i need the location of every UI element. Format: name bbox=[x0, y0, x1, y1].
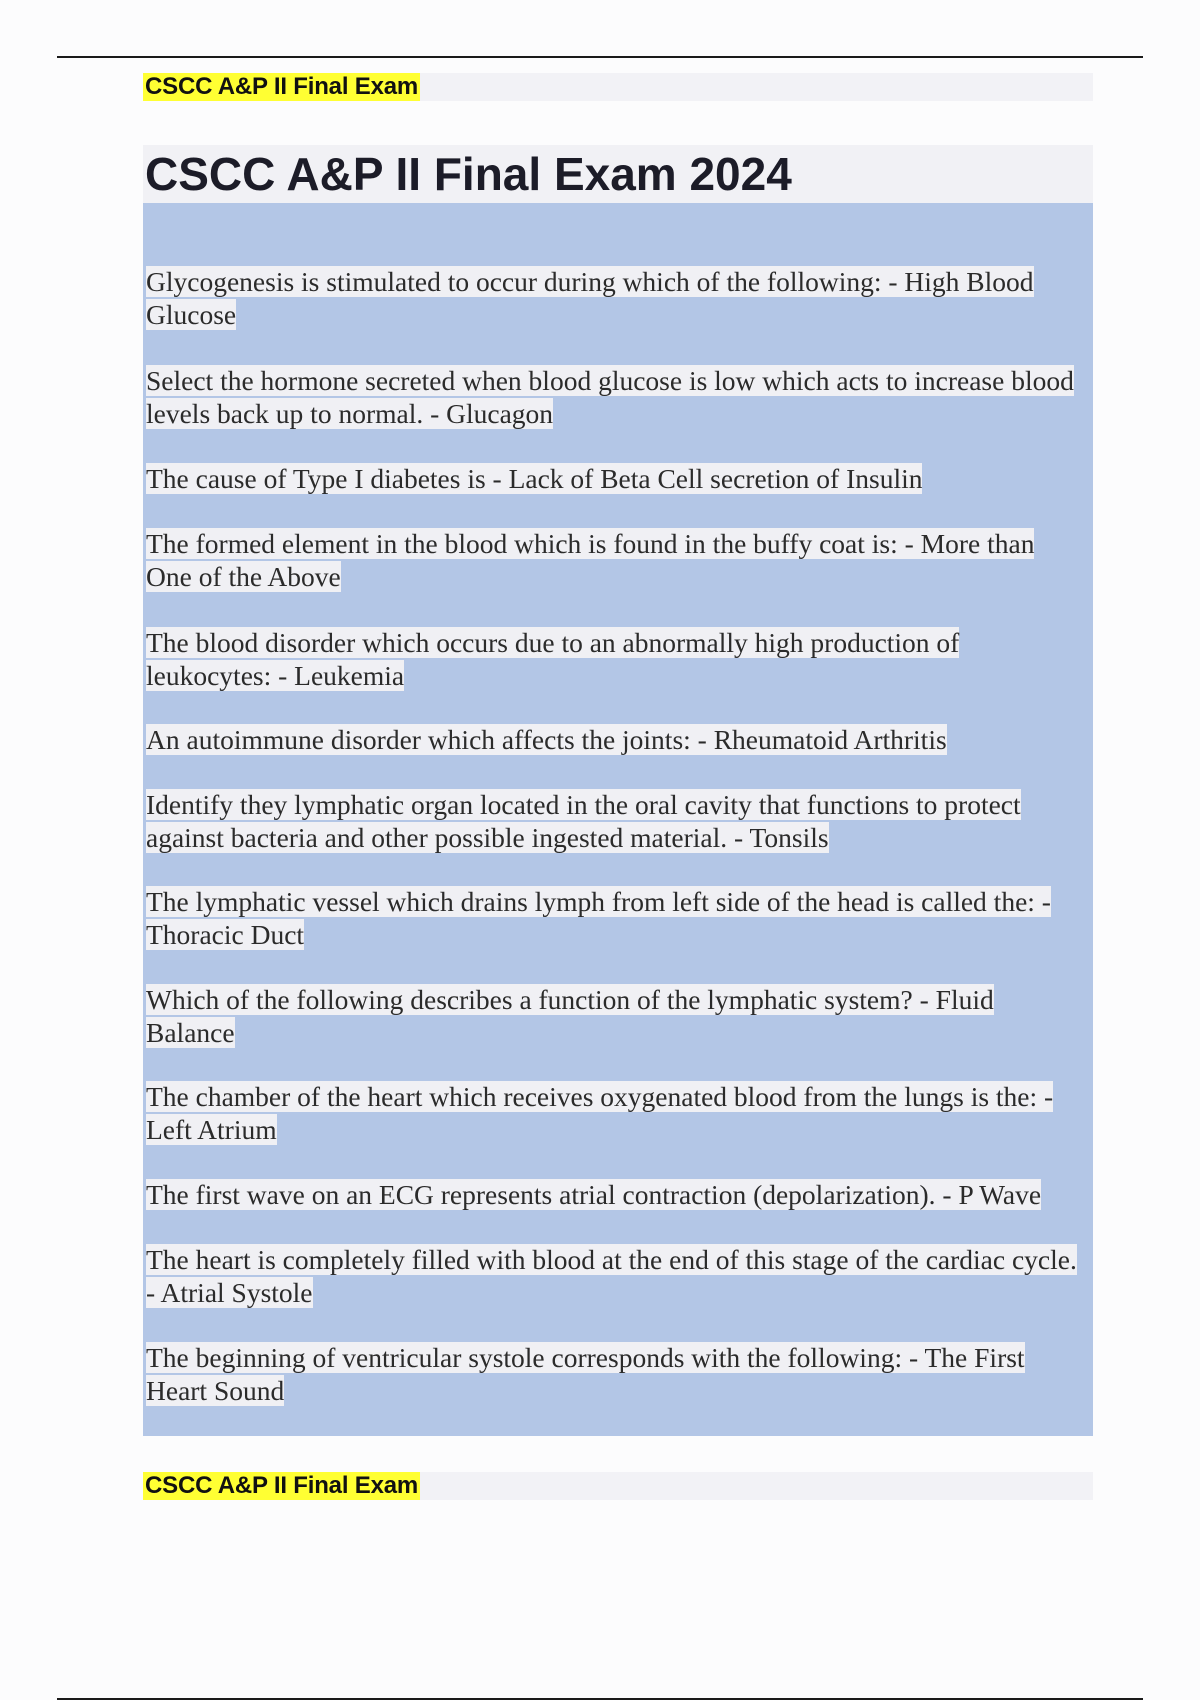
page-header bbox=[143, 73, 1093, 101]
page-footer bbox=[143, 1472, 1093, 1500]
qa-item-2 bbox=[146, 364, 1086, 430]
qa-item-3 bbox=[146, 462, 1086, 495]
qa-item-5 bbox=[146, 626, 1086, 692]
qa-item-10 bbox=[146, 1080, 1086, 1146]
qa-item-11 bbox=[146, 1178, 1086, 1211]
qa-text: Select the hormone secreted when blood glucose is low which acts to increase blood levels back up to normal. - Glucagon bbox=[146, 365, 1074, 429]
qa-box bbox=[143, 203, 1093, 1436]
qa-text: An autoimmune disorder which affects the joints: - Rheumatoid Arthritis bbox=[146, 724, 947, 755]
qa-item-13 bbox=[146, 1341, 1086, 1407]
qa-item-8 bbox=[146, 885, 1086, 951]
qa-text: The first wave on an ECG represents atrial contraction (depolarization). - P Wave bbox=[146, 1179, 1042, 1210]
title-band bbox=[143, 145, 1093, 203]
qa-text: Identify they lymphatic organ located in the oral cavity that functions to protect against bacteria and other possible ingested material. - Tonsils bbox=[146, 789, 1021, 853]
qa-item-9 bbox=[146, 983, 1086, 1049]
top-rule bbox=[57, 56, 1143, 58]
qa-text: The chamber of the heart which receives oxygenated blood from the lungs is the: - Left Atrium bbox=[146, 1081, 1054, 1145]
qa-text: The heart is completely filled with blood at the end of this stage of the cardiac cycle. - Atrial Systole bbox=[146, 1244, 1077, 1308]
qa-text: The blood disorder which occurs due to an abnormally high production of leukocytes: - Leukemia bbox=[146, 627, 960, 691]
header-label: CSCC A&P II Final Exam bbox=[145, 73, 419, 100]
qa-text: Which of the following describes a function of the lymphatic system? - Fluid Balance bbox=[146, 984, 994, 1048]
qa-item-1 bbox=[146, 265, 1086, 331]
qa-item-7 bbox=[146, 788, 1086, 854]
qa-item-6 bbox=[146, 723, 1086, 756]
qa-text: The formed element in the blood which is found in the buffy coat is: - More than One of the Above bbox=[146, 528, 1035, 592]
footer-label: CSCC A&P II Final Exam bbox=[145, 1472, 419, 1499]
qa-text: The cause of Type I diabetes is - Lack of Beta Cell secretion of Insulin bbox=[146, 463, 923, 494]
document-title: CSCC A&P II Final Exam 2024 bbox=[145, 148, 792, 200]
qa-text: The beginning of ventricular systole corresponds with the following: - The First Heart Sound bbox=[146, 1342, 1025, 1406]
qa-text: Glycogenesis is stimulated to occur during which of the following: - High Blood Glucose bbox=[146, 266, 1034, 330]
qa-item-12 bbox=[146, 1243, 1086, 1309]
qa-item-4 bbox=[146, 527, 1086, 593]
qa-text: The lymphatic vessel which drains lymph from left side of the head is called the: - Thoracic Duct bbox=[146, 886, 1051, 950]
